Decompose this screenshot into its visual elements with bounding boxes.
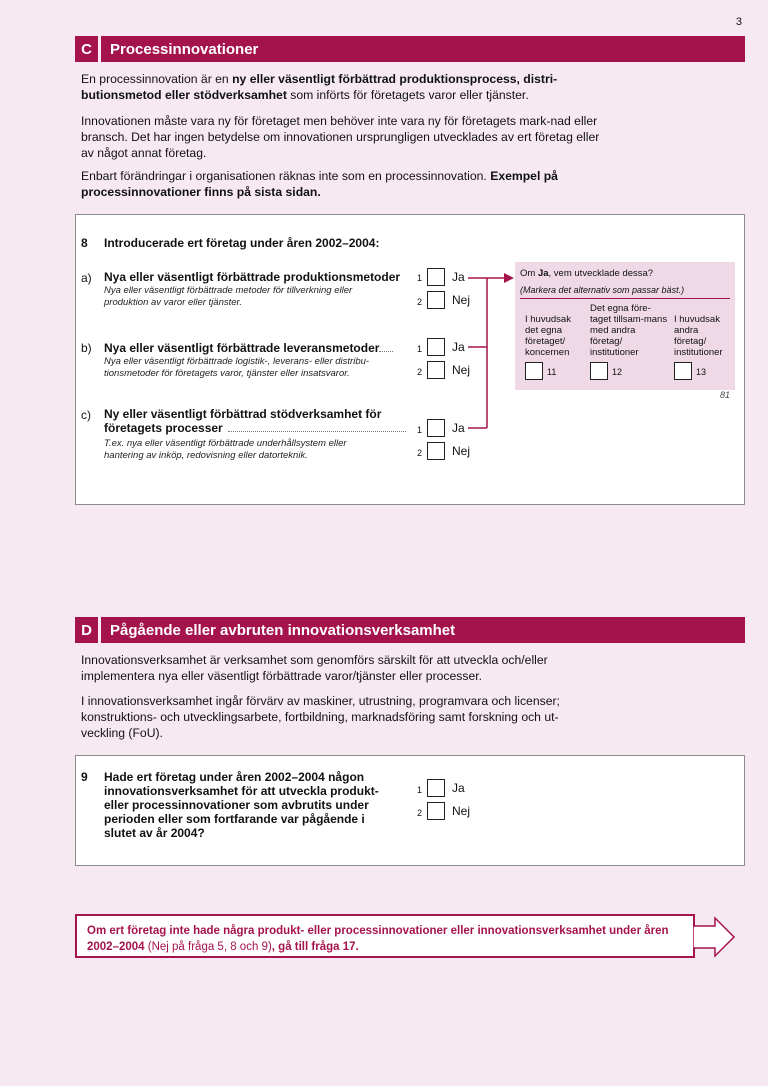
option-code: 11 — [547, 367, 557, 377]
yes-label: Ja — [452, 270, 465, 284]
question-number: 9 — [81, 770, 88, 784]
definition-paragraph: Innovationen måste vara ny för företaget men behöver inte vara ny för företagets mark-nad eller bransch. Det har ingen betydelse om innovationen ursprungligen utvecklades av ert företag eller av något annat företag. — [81, 114, 600, 160]
item-c-yes-checkbox[interactable] — [427, 419, 445, 437]
item-title — [104, 341, 404, 355]
option-code: 13 — [696, 367, 707, 377]
option-label: Det egna före-taget tillsam-mans med andra företag/ institutioner — [590, 303, 668, 358]
definition-paragraph: Innovationsverksamhet är verksamhet som genomförs särskilt för att utveckla och/eller implementera nya eller väsentligt förbättrade varor/tjänster eller processer. — [81, 653, 548, 683]
text: , vem utvecklade dessa? — [548, 268, 654, 279]
option-label: I huvudsak andra företag/ institutioner — [674, 314, 723, 358]
item-a-no-checkbox[interactable] — [427, 291, 445, 309]
item-description: Nya eller väsentligt förbättrade metoder för tillverkning eller produktion av varor eller tjänster. — [104, 285, 353, 308]
option-number: 2 — [416, 808, 422, 818]
arrow-right-icon — [693, 916, 737, 958]
item-b-yes-checkbox[interactable] — [427, 338, 445, 356]
skip-instruction — [75, 914, 695, 958]
item-a — [104, 270, 409, 309]
page-number: 3 — [735, 16, 742, 28]
section-c-header — [75, 36, 745, 62]
field-code: 81 — [720, 390, 731, 400]
section-letter: D — [75, 617, 101, 643]
item-c — [104, 407, 407, 462]
no-label: Nej — [452, 363, 471, 377]
item-title-text: Nya eller väsentligt förbättrade leveransmetoder — [104, 341, 380, 355]
panel-title — [520, 268, 653, 279]
option-number: 2 — [416, 297, 422, 307]
question-text: Hade ert företag under åren 2002–2004 någon innovationsverksamhet för att utveckla produkt- eller processinnovationer som avbrutits under perioden eller som fortfarande var pågående i slutet av år 2004? — [104, 770, 379, 840]
section-d-header — [75, 617, 745, 643]
yes-label: Ja — [452, 340, 465, 354]
scope-paragraph: I innovationsverksamhet ingår förvärv av maskiner, utrustning, programvara och licenser; konstruktions- och utvecklingsarbete, fortbildning, marknadsföring samt forskning och ut-veckling (FoU). — [81, 694, 560, 740]
developer-others-checkbox[interactable] — [674, 362, 692, 380]
bold-text: Exempel på processinnovationer finns på sista sidan. — [81, 169, 558, 199]
item-description: Nya eller väsentligt förbättrade logistik-, leverans- eller distribu-tionsmetoder för företagets varor, tjänster eller insatsvaror. — [104, 356, 370, 379]
text: En processinnovation är en — [81, 72, 233, 86]
developer-own-company-checkbox[interactable] — [525, 362, 543, 380]
panel-note: (Markera det alternativ som passar bäst.) — [520, 285, 685, 295]
intro-paragraph — [81, 71, 611, 103]
no-label: Nej — [452, 804, 471, 818]
item-description: T.ex. nya eller väsentligt förbättrade underhållsystem eller hantering av inköp, redovisning eller datorteknik. — [104, 438, 347, 461]
item-letter: b) — [81, 341, 92, 355]
text: Enbart förändringar i organisationen räknas inte som en processinnovation. — [81, 169, 491, 183]
q9-no-checkbox[interactable] — [427, 802, 445, 820]
item-c-no-checkbox[interactable] — [427, 442, 445, 460]
no-label: Nej — [452, 293, 471, 307]
item-title: Ny eller väsentligt förbättrad stödverksamhet för företagets processer — [104, 407, 382, 435]
section-title: Processinnovationer — [110, 40, 259, 58]
section-title: Pågående eller avbruten innovationsverksamhet — [110, 621, 456, 639]
question-number: 8 — [81, 236, 88, 250]
bold-text: , gå till fråga 17. — [271, 941, 359, 953]
option-number: 2 — [416, 367, 422, 377]
option-number: 2 — [416, 448, 422, 458]
exclusion-paragraph — [81, 168, 611, 200]
bold-text: Ja — [537, 268, 549, 279]
option-number: 1 — [416, 425, 422, 435]
section-letter: C — [75, 36, 101, 62]
yes-label: Ja — [452, 421, 465, 435]
item-letter: c) — [81, 408, 91, 422]
item-letter: a) — [81, 271, 92, 285]
item-b-no-checkbox[interactable] — [427, 361, 445, 379]
q9-yes-checkbox[interactable] — [427, 779, 445, 797]
item-b — [104, 341, 404, 380]
yes-label: Ja — [452, 781, 465, 795]
leader-dots — [379, 342, 393, 352]
panel-divider — [520, 298, 730, 299]
item-title: Nya eller väsentligt förbättrade produktionsmetoder — [104, 270, 401, 284]
text: Om — [520, 268, 538, 279]
connector-lines — [466, 268, 518, 434]
option-number: 1 — [416, 344, 422, 354]
bold-text: Om ert företag inte hade några produkt- eller processinnovationer eller innovationsverksamhet under åren 2002–2004 — [87, 925, 669, 953]
option-number: 1 — [416, 273, 422, 283]
option-code: 12 — [612, 367, 623, 377]
no-label: Nej — [452, 444, 471, 458]
leader-dots — [228, 422, 406, 432]
text: som införts för företagets varor eller tjänster. — [286, 88, 529, 102]
developer-together-checkbox[interactable] — [590, 362, 608, 380]
bold-text: ny eller väsentligt förbättrad produktionsprocess, distri-butionsmetod eller stödverksamhet — [81, 72, 558, 102]
option-number: 1 — [416, 785, 422, 795]
option-label: I huvudsak det egna företaget/ koncernen — [525, 314, 571, 358]
text: (Nej på fråga 5, 8 och 9) — [144, 941, 272, 953]
item-a-yes-checkbox[interactable] — [427, 268, 445, 286]
question-text: Introducerade ert företag under åren 2002–2004: — [104, 236, 380, 250]
